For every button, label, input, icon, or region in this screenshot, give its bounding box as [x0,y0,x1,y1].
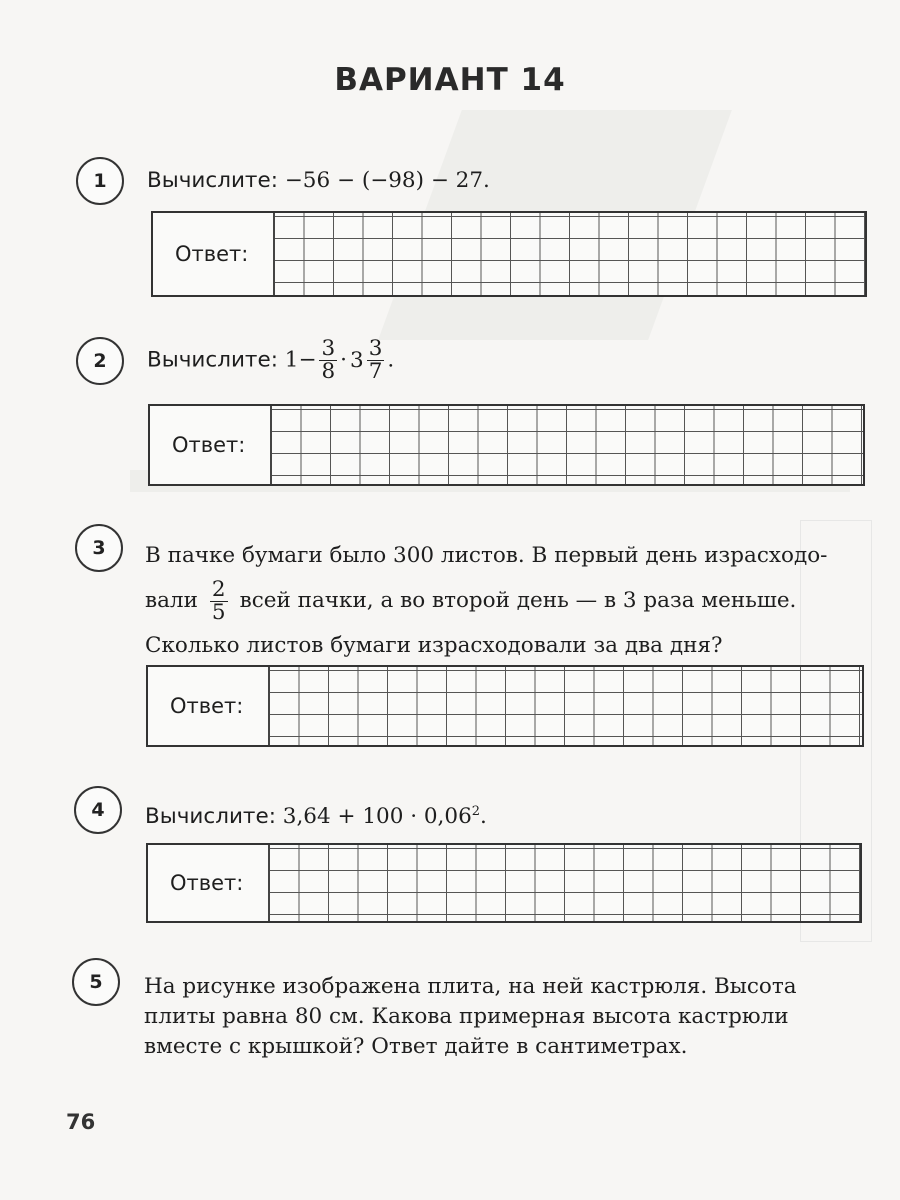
task-3-line-3: Сколько листов бумаги израсходовали за два дня? [145,633,723,658]
task-3-line-1: В пачке бумаги было 300 листов. В первый день израсходо- [145,543,828,568]
task-3-line-2 [145,576,865,626]
task-4-text [145,795,487,834]
task-2-end: . [387,347,395,373]
fraction-denominator: 7 [368,359,383,384]
fraction-numerator: 3 [368,336,383,361]
task-3-line-2-start: вали [145,588,198,613]
task-number-1: 1 [76,157,124,205]
task-3-line-2-end: всей пачки, а во второй день — в 3 раза меньше. [239,588,797,613]
answer-label: Ответ: [150,406,272,484]
task-number-2: 2 [76,337,124,385]
task-5-line-1: На рисунке изображена плита, на ней кастрюля. Высота [144,974,797,999]
task-2-fraction-2 [367,338,385,383]
answer-grid-2[interactable] [272,406,863,484]
answer-box-2 [148,404,865,486]
answer-box-3 [146,665,864,747]
page-title: ВАРИАНТ 14 [334,62,566,98]
answer-box-1 [151,211,867,297]
task-3-fraction [210,576,228,625]
task-2-dot: · [340,347,348,373]
task-4-end: . [480,804,487,830]
task-2-text [147,338,394,383]
answer-grid-1[interactable] [275,213,865,295]
task-4-exponent: 2 [471,804,481,819]
answer-label: Ответ: [153,213,275,295]
task-2-whole: 1 [284,347,299,373]
task-2-minus: − [298,347,317,373]
task-2-mixed-whole: 3 [350,347,364,373]
answer-grid-4[interactable] [270,845,860,921]
answer-label: Ответ: [148,667,270,745]
task-5-text [144,972,864,1062]
task-1-label: Вычислите: [147,168,278,193]
task-2-fraction-1 [319,338,337,383]
answer-label: Ответ: [148,845,270,921]
task-5-line-3: вместе с крышкой? Ответ дайте в сантиметрах. [144,1034,688,1059]
fraction-denominator: 5 [211,599,226,625]
answer-box-4 [146,843,862,923]
fraction-denominator: 8 [321,359,336,384]
task-1-expression: −56 − (−98) − 27. [284,168,490,193]
answer-grid-3[interactable] [270,667,862,745]
fraction-numerator: 2 [211,576,226,602]
task-3-text [145,536,865,666]
task-number-4: 4 [74,786,122,834]
task-5-line-2: плиты равна 80 см. Какова примерная высота кастрюли [144,1004,789,1029]
task-2-label: Вычислите: [147,347,278,373]
task-number-5: 5 [72,958,120,1006]
task-4-expression: 3,64 + 100 · 0,06 [282,804,472,830]
task-number-3: 3 [75,524,123,572]
fraction-numerator: 3 [321,336,336,361]
page-number: 76 [66,1110,96,1134]
task-1-text [147,164,490,198]
task-4-label: Вычислите: [145,804,276,830]
